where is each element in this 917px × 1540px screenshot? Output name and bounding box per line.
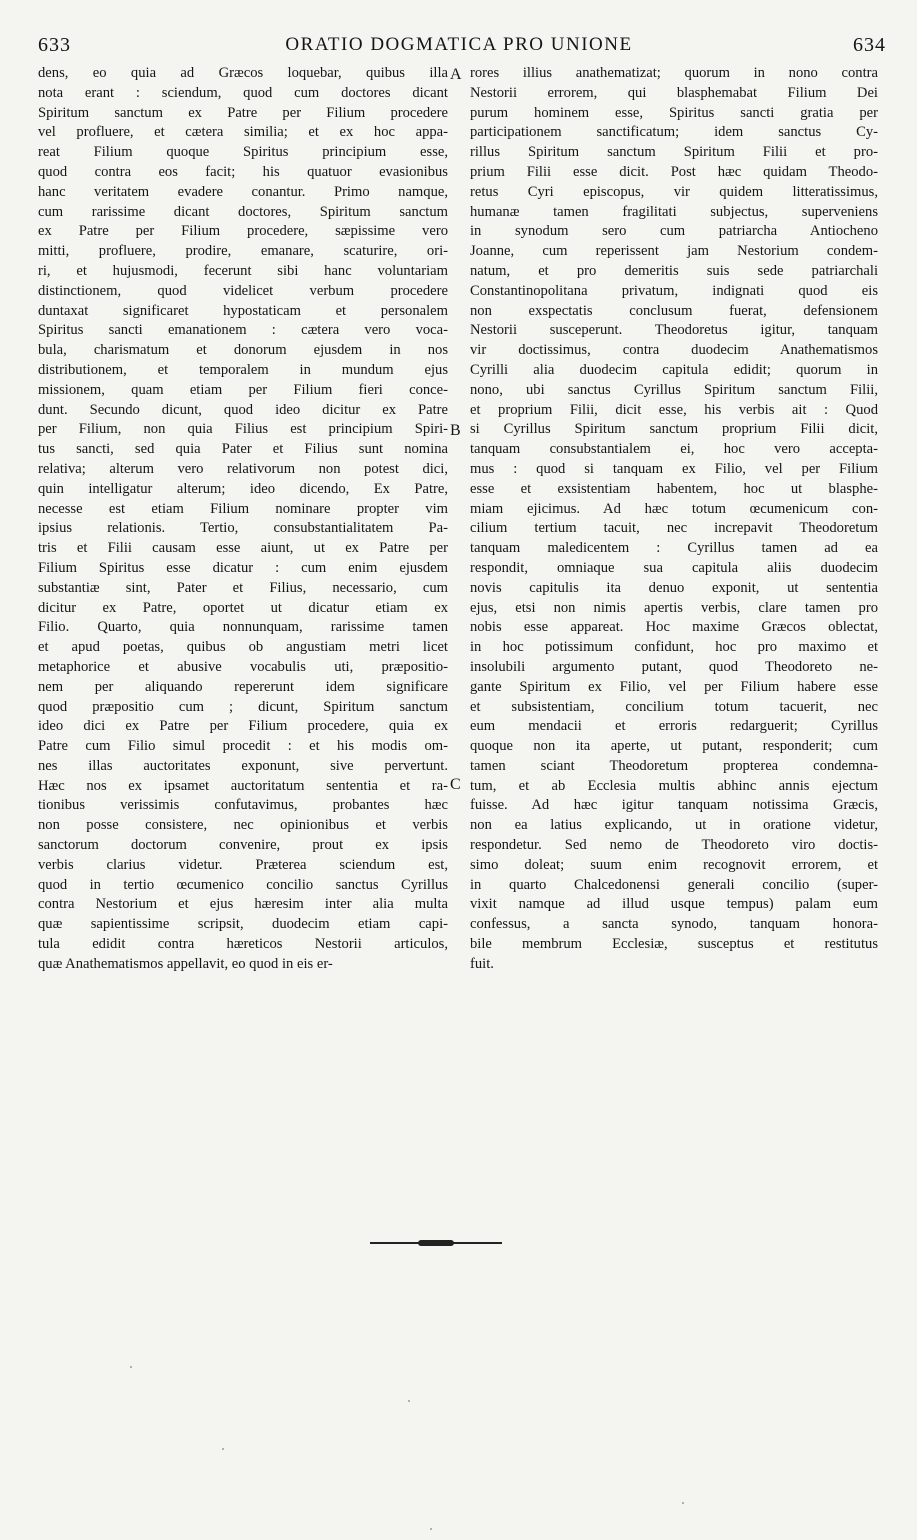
running-header	[30, 34, 888, 60]
page-number-left: 633	[38, 34, 71, 56]
right-column-line: Constantinopolitana privatum, indignati quod eis	[470, 282, 878, 299]
right-column-line: retus Cyri episcopus, vir quidem litteratissimus,	[470, 183, 878, 200]
left-column-line: bula, charismatum et donorum ejusdem in nos	[38, 342, 448, 359]
left-column-line: tula edidit contra hæreticos Nestorii articulos,	[38, 936, 448, 953]
end-ornament-center	[418, 1240, 454, 1246]
right-column-line: tanquam consubstantialem ei, hoc vero accepta-	[470, 441, 878, 458]
left-column-line: dicitur ex Patre, oportet ut dicatur etiam ex	[38, 599, 448, 616]
right-column-line: esse et exsistentiam habentem, hoc ut blasphe-	[470, 480, 878, 497]
right-column-line: si Cyrillus Spiritum sanctum proprium Filii dicit,	[470, 421, 878, 438]
right-column-line: ejus, etsi non nimis apertis verbis, clare tamen pro	[470, 599, 878, 616]
left-column-line: necesse est etiam Filium nominare propter vim	[38, 500, 448, 517]
right-column-line: tum, et ab Ecclesia multis abhinc annis ejectum	[470, 777, 878, 794]
paper-speck	[130, 1366, 132, 1368]
left-column-line: Patre cum Filio simul procedit : et his modis om-	[38, 738, 448, 755]
left-column-line: substantiæ sint, Pater et Filius, necessario, cum	[38, 579, 448, 596]
left-column-line: non posse consistere, nec opinionibus et verbis	[38, 817, 448, 834]
left-column-line: quæ Anathematismos appellavit, eo quod in eis er-	[38, 955, 333, 972]
left-column-line: quod præpositio cum ; dicunt, Spiritum sanctum	[38, 698, 448, 715]
left-column-line: quæ sapientissime scripsit, duodecim etiam capi-	[38, 916, 448, 933]
right-column-line: in hoc potissimum confidunt, hoc pro maximo et	[470, 639, 878, 656]
right-column-line: in quarto Chalcedonensi generali concilio (super-	[470, 876, 878, 893]
paper-speck	[430, 1528, 432, 1530]
running-title: ORATIO DOGMATICA PRO UNIONE	[285, 34, 633, 55]
left-column-line: reat Filium quoque Spiritus principium esse,	[38, 144, 448, 161]
right-column-line: confessus, a sancta synodo, tanquam honora-	[470, 916, 878, 933]
left-column-line: quin intelligatur alterum; ideo dicendo, Ex Patre,	[38, 480, 448, 497]
right-column-line: vir doctissimus, contra duodecim Anathematismos	[470, 342, 878, 359]
left-column-line: Spiritum sanctum ex Patre per Filium procedere	[38, 104, 448, 121]
left-column-line: ipsius relationis. Tertio, consubstantialitatem Pa-	[38, 520, 448, 537]
right-column-line: fuisse. Ad hæc igitur tanquam notissima Græcis,	[470, 797, 878, 814]
left-column-line: Filium Spiritus esse dicatur : cum enim ejusdem	[38, 559, 448, 576]
right-column-line: non exspectatis conclusum fuerat, defensionem	[470, 302, 878, 319]
right-column-line: nobis esse appareat. Hoc maxime Græcos oblectat,	[470, 619, 878, 636]
right-column-line: rillus Spiritum sanctum Spiritum Filii et pro-	[470, 144, 878, 161]
page-number-right: 634	[853, 34, 886, 56]
right-column-line: humanæ tamen fragilitati subjectus, superveniens	[470, 203, 878, 220]
right-column-line: Nestorii errorem, qui blasphemabat Filium Dei	[470, 84, 878, 101]
right-column-line: et proprium Filii, dicit esse, his verbis ait : Quod	[470, 401, 878, 418]
paper-speck	[222, 1448, 224, 1450]
left-column-line: verbis clarius videtur. Præterea sciendum est,	[38, 856, 448, 873]
right-column-line: vixit namque ad illud usque tempus) palam eum	[470, 896, 878, 913]
right-column-line: miam ejicimus. Ad hæc totum œcumenicum con-	[470, 500, 878, 517]
right-column-line: non ea latius explicando, ut in oratione videtur,	[470, 817, 878, 834]
left-column-line: nes illas auctoritates exponunt, sive pervertunt.	[38, 757, 448, 774]
left-column-line: vel profluere, et cætera similia; et ex hoc appa-	[38, 124, 448, 141]
right-column-line: prium Filii esse dicit. Post hæc quidam Theodo-	[470, 163, 878, 180]
section-marker-c: C	[450, 776, 461, 793]
right-column-line: rores illius anathematizat; quorum in nono contra	[470, 65, 878, 81]
right-column-line: eum mendacii et erroris redarguerit; Cyrillus	[470, 718, 878, 735]
right-column-line: Cyrilli alia duodecim capitula edidit; quorum in	[470, 361, 878, 378]
left-column-line: sanctorum doctorum convenire, prout ex ipsis	[38, 837, 448, 854]
left-column-line: dunt. Secundo dicunt, quod ideo dicitur ex Patre	[38, 401, 448, 418]
left-column-line: ri, et hujusmodi, fecerunt sibi hanc voluntariam	[38, 262, 448, 279]
left-column-line: quod in tertio œcumenico concilio sanctus Cyrillus	[38, 876, 448, 893]
right-column-line: gante Spiritum ex Filio, vel per Filium habere esse	[470, 678, 878, 695]
left-column-line: nem per aliquando repererunt idem significare	[38, 678, 448, 695]
right-column-line: respondit, omniaque sua capitula aliis duodecim	[470, 559, 878, 576]
left-column-line: tus sancti, sed quia Pater et Filius sunt nomina	[38, 441, 448, 458]
left-column-line: nota erant : sciendum, quod cum doctores dicant	[38, 84, 448, 101]
right-column-line: novis capitulis ita denuo exponit, ut sententia	[470, 579, 878, 596]
left-column-line: tionibus verissimis confutavimus, probantes hæc	[38, 797, 448, 814]
left-column-line: per Filium, non quia Filius est principium Spiri-	[38, 421, 448, 438]
right-column-line: in synodum sero cum patriarcha Antiocheno	[470, 223, 878, 240]
right-column-line: cilium tertium tacuit, nec increpavit Theodoretum	[470, 520, 878, 537]
right-column-line: tamen sciant Theodoretum propterea condemna-	[470, 757, 878, 774]
section-marker-b: B	[450, 422, 461, 439]
right-column-line: insolubili argumento putant, quod Theodoreto ne-	[470, 658, 878, 675]
right-text-column	[470, 64, 878, 975]
left-column-line: tris et Filii causam esse aiunt, ut ex Patre per	[38, 540, 448, 557]
right-column-line: Nestorii susceperunt. Theodoretus igitur, tanquam	[470, 322, 878, 339]
left-column-line: distributionem, et temporalem in mundum ejus	[38, 361, 448, 378]
left-column-line: Spiritus sancti emanationem : cætera vero voca-	[38, 322, 448, 339]
paper-speck	[682, 1502, 684, 1504]
right-column-line: purum hominem esse, Spiritus sancti gratia per	[470, 104, 878, 121]
right-column-line: bile membrum Ecclesiæ, susceptus et restitutus	[470, 936, 878, 953]
right-column-line: tanquam maledicentem : Cyrillus tamen ad ea	[470, 540, 878, 557]
right-column-line: simo doleat; suum enim recognovit errorem, et	[470, 856, 878, 873]
left-column-line: distinctionem, quod videlicet verbum procedere	[38, 282, 448, 299]
right-column-line: natum, et pro demeritis suis sede patriarchali	[470, 262, 878, 279]
right-column-line: mus : quod si tanquam ex Filio, vel per Filium	[470, 460, 878, 477]
left-column-line: dens, eo quia ad Græcos loquebar, quibus illa	[38, 65, 448, 81]
right-column-line: et subsistentiam, concilium totum tacuerit, nec	[470, 698, 878, 715]
section-marker-a: A	[450, 66, 462, 83]
left-column-line: quod contra eos facit; his quatuor evasionibus	[38, 163, 448, 180]
right-column-line: participationem sanctificatum; idem sanctus Cy-	[470, 124, 878, 141]
left-column-line: mitti, profluere, prodire, emanare, scaturire, ori-	[38, 243, 448, 260]
left-column-line: Hæc nos ex ipsamet auctoritatum sententia et ra-	[38, 777, 448, 794]
left-column-line: ideo dici ex Patre per Filium procedere, quia ex	[38, 718, 448, 735]
left-column-line: contra Nestorium et ejus hæresim inter alia multa	[38, 896, 448, 913]
left-column-line: Filio. Quarto, quia nonnunquam, rarissime tamen	[38, 619, 448, 636]
left-text-column	[38, 64, 448, 975]
right-column-line: Joanne, cum reperissent jam Nestorium condem-	[470, 243, 878, 260]
left-column-line: cum rarissime dicant doctores, Spiritum sanctum	[38, 203, 448, 220]
left-column-line: hanc veritatem evadere conantur. Primo namque,	[38, 183, 448, 200]
left-column-line: missionem, quam etiam per Filium fieri conce-	[38, 381, 448, 398]
left-column-line: ex Patre per Filium procedere, sæpissime vero	[38, 223, 448, 240]
right-column-line: quoque non ita aperte, ut putant, responderit; cum	[470, 738, 878, 755]
left-column-line: metaphorice et abusive vocabulis uti, præpositio-	[38, 658, 448, 675]
right-column-line: nono, ubi sanctus Cyrillus Spiritum sanctum Filii,	[470, 381, 878, 398]
left-column-line: et apud poetas, quibus ob angustiam metri licet	[38, 639, 448, 656]
left-column-line: relativa; alterum vero relativorum non potest dici,	[38, 460, 448, 477]
right-column-line: respondetur. Sed nemo de Theodoreto viro doctis-	[470, 837, 878, 854]
right-column-line: fuit.	[470, 955, 494, 972]
left-column-line: duntaxat significaret hypostaticam et personalem	[38, 302, 448, 319]
paper-speck	[408, 1400, 410, 1402]
